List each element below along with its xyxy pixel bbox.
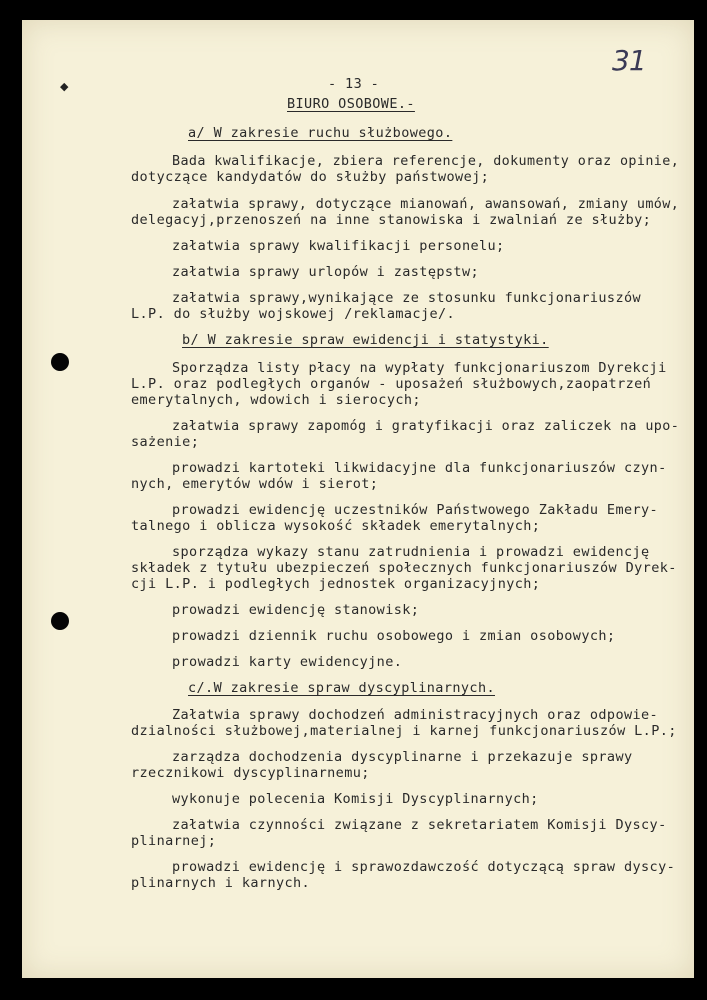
text-line: plinarnych i karnych. — [131, 875, 311, 891]
margin-mark: ◆ — [60, 80, 69, 93]
text-line: sporządza wykazy stanu zatrudnienia i prowadzi ewidencję — [172, 544, 650, 560]
text-line: sażenie; — [131, 434, 200, 450]
text-line: załatwia sprawy urlopów i zastępstw; — [172, 264, 479, 280]
text-line: dotyczące kandydatów do służby państwowej; — [131, 169, 490, 185]
text-line: dzialności służbowej,materialnej i karnej funkcjonariuszów L.P.; — [131, 723, 677, 739]
text-line: prowadzi ewidencję stanowisk; — [172, 602, 420, 618]
section-heading: a/ W zakresie ruchu służbowego. — [188, 125, 453, 141]
text-line: załatwia sprawy zapomóg i gratyfikacji oraz zaliczek na upo- — [172, 419, 680, 434]
text-line: załatwia sprawy,wynikające ze stosunku funkcjonariuszów — [172, 290, 642, 306]
text-line: cji L.P. i podległych jednostek organizacyjnych; — [131, 576, 541, 592]
text-line: talnego i oblicza wysokość składek emerytalnych; — [131, 518, 541, 534]
text-line: wykonuje polecenia Komisji Dyscyplinarnych; — [172, 791, 539, 807]
text-line: nych, emerytów wdów i sierot; — [131, 476, 379, 492]
text-line: Sporządza listy płacy na wypłaty funkcjonariuszom Dyrekcji — [172, 360, 667, 376]
page-marker: - 13 - — [328, 76, 380, 92]
document-title: BIURO OSOBOWE.- — [287, 96, 415, 112]
text-line: emerytalnych, wdowich i sierocych; — [131, 392, 421, 408]
text-line: prowadzi karty ewidencyjne. — [172, 654, 403, 670]
text-line: załatwia sprawy, dotyczące mianowań, awansowań, zmiany umów, — [172, 197, 680, 212]
text-line: Bada kwalifikacje, zbiera referencje, dokumenty oraz opinie, — [172, 154, 680, 169]
text-line: L.P. oraz podległych organów - uposażeń służbowych,zaopatrzeń — [131, 376, 652, 392]
text-line: zarządza dochodzenia dyscyplinarne i przekazuje sprawy — [172, 749, 633, 765]
archive-page-number: 31 — [612, 44, 646, 77]
text-line: załatwia czynności związane z sekretariatem Komisji Dyscy- — [172, 817, 667, 833]
text-line: delegacyj,przenoszeń na inne stanowiska i zwalniań ze służby; — [131, 212, 652, 228]
text-line: Załatwia sprawy dochodzeń administracyjnych oraz odpowie- — [172, 707, 659, 723]
text-line: plinarnej; — [131, 833, 217, 849]
section-heading: c/.W zakresie spraw dyscyplinarnych. — [188, 680, 495, 696]
text-line: prowadzi ewidencję i sprawozdawczość dotyczącą spraw dyscy- — [172, 859, 676, 875]
section-heading: b/ W zakresie spraw ewidencji i statystyki. — [182, 332, 549, 348]
text-line: prowadzi kartoteki likwidacyjne dla funkcjonariuszów czyn- — [172, 460, 667, 476]
text-line: prowadzi ewidencję uczestników Państwowego Zakładu Emery- — [172, 502, 659, 518]
text-line: L.P. do służby wojskowej /reklamacje/. — [131, 306, 456, 322]
text-line: załatwia sprawy kwalifikacji personelu; — [172, 238, 505, 254]
text-line: rzecznikowi dyscyplinarnemu; — [131, 765, 370, 781]
text-line: prowadzi dziennik ruchu osobowego i zmian osobowych; — [172, 628, 616, 644]
text-line: składek z tytułu ubezpieczeń społecznych funkcjonariuszów Dyrek- — [131, 560, 677, 576]
